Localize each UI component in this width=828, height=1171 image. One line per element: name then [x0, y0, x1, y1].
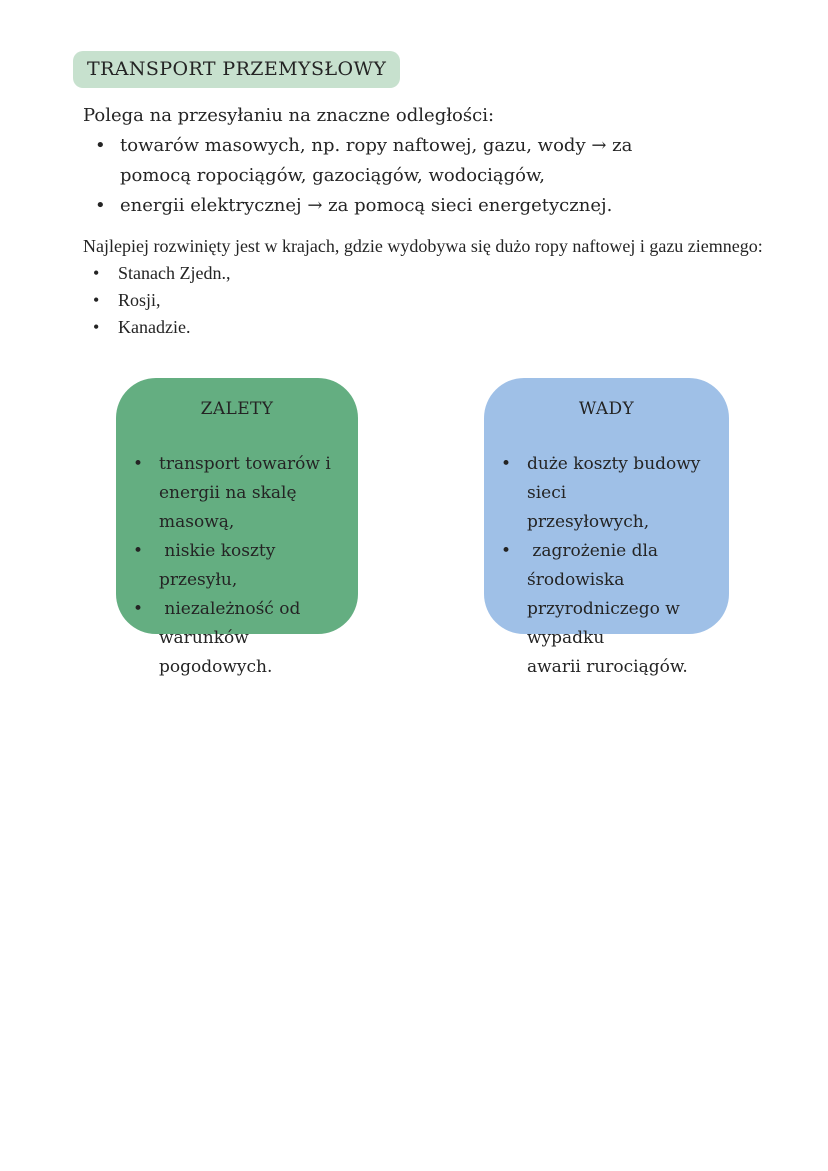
- list-item: [484, 450, 729, 537]
- list-item-line: towarów masowych, np. ropy naftowej, gazu, wody → za: [120, 135, 633, 156]
- bullet-icon: [133, 450, 159, 479]
- advantages-box: [116, 378, 358, 677]
- section-countries-lead: Najlepiej rozwinięty jest w krajach, gdzie wydobywa się dużo ropy naftowej i gazu ziemnego:: [83, 236, 763, 256]
- list-item: [484, 537, 729, 682]
- list-item-line: transport towarów i: [159, 454, 331, 474]
- list-item-text: [120, 191, 632, 221]
- list-item-text: [159, 537, 358, 595]
- bullet-icon: [133, 595, 159, 624]
- list-item-line: awarii rurociągów.: [527, 657, 688, 677]
- bullet-icon: [133, 537, 159, 566]
- list-item: [116, 595, 358, 682]
- list-item: [83, 131, 632, 191]
- list-item-line: Rosji,: [118, 290, 161, 310]
- list-item-line: Kanadzie.: [118, 317, 191, 337]
- advantages-box-title: ZALETY: [200, 399, 274, 419]
- list-item-line: warunków pogodowych.: [159, 628, 273, 677]
- list-item-text: [118, 314, 763, 341]
- disadvantages-box: [484, 378, 729, 677]
- bullet-icon: [93, 314, 118, 341]
- section-pipelines: [83, 101, 632, 221]
- disadvantages-box-title: WADY: [578, 399, 635, 419]
- list-item-line: niezależność od: [159, 599, 301, 619]
- list-item-line: zagrożenie dla środowiska: [527, 541, 664, 590]
- list-item-line: przesyłowych,: [527, 512, 650, 532]
- list-item-text: [527, 537, 729, 682]
- page-title: TRANSPORT PRZEMYSŁOWY: [73, 51, 400, 88]
- bullet-icon: [501, 450, 527, 479]
- bullet-icon: [93, 287, 118, 314]
- list-item-text: [120, 131, 632, 191]
- section-countries: [83, 233, 763, 341]
- list-item: [83, 287, 763, 314]
- list-item: [83, 314, 763, 341]
- bullet-icon: [95, 131, 120, 161]
- list-item-line: niskie koszty przesyłu,: [159, 541, 281, 590]
- section-pipelines-lead: Polega na przesyłaniu na znaczne odległości:: [83, 105, 495, 126]
- list-item-line: energii elektrycznej → za pomocą sieci energetycznej.: [120, 195, 613, 216]
- list-item: [116, 537, 358, 595]
- list-item-line: energii na skalę masową,: [159, 483, 302, 532]
- list-item-text: [159, 450, 358, 537]
- list-item-text: [118, 287, 763, 314]
- list-item-text: [159, 595, 358, 682]
- list-item-line: duże koszty budowy sieci: [527, 454, 706, 503]
- list-item-line: Stanach Zjedn.,: [118, 263, 231, 283]
- bullet-icon: [93, 260, 118, 287]
- bullet-icon: [95, 191, 120, 221]
- list-item-line: pomocą ropociągów, gazociągów, wodociągów,: [120, 165, 545, 186]
- list-item-text: [527, 450, 729, 537]
- list-item: [83, 191, 632, 221]
- list-item-text: [118, 260, 763, 287]
- list-item: [83, 260, 763, 287]
- list-item-line: przyrodniczego w wypadku: [527, 599, 686, 648]
- list-item: [116, 450, 358, 537]
- bullet-icon: [501, 537, 527, 566]
